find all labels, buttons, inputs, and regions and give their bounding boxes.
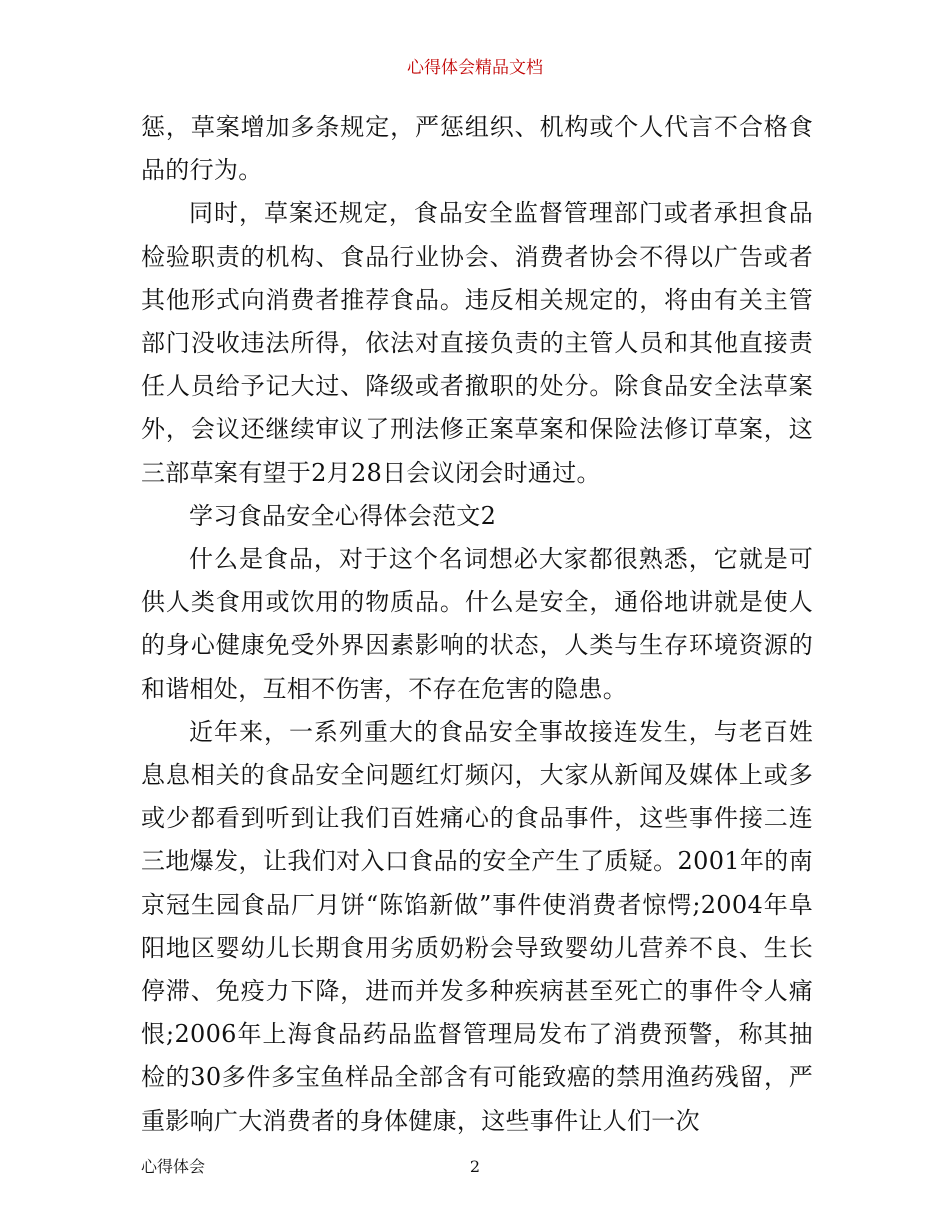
page-number: 2 — [469, 1157, 481, 1176]
paragraph-3: 什么是食品，对于这个名词想必大家都很熟悉，它就是可供人类食用或饮用的物质品。什么是安全，通俗地讲就是使人的身心健康免受外界因素影响的状态，人类与生存环境资源的和谐相处，互相不伤害，不存在危害的隐患。 — [141, 545, 813, 703]
paragraph-2: 同时，草案还规定，食品安全监督管理部门或者承担食品检验职责的机构、食品行业协会、消费者协会不得以广告或者其他形式向消费者推荐食品。违反相关规定的，将由有关主管部门没收违法所得，依法对直接负责的主管人员和其他直接责任人员给予记大过、降级或者撤职的处分。除食品安全法草案外，会议还继续审议了刑法修正案草案和保险法修订草案，这三部草案有望于2月28日会议闭会时通过。 — [141, 199, 813, 487]
paragraph-1: 惩，草案增加多条规定，严惩组织、机构或个人代言不合格食品的行为。 — [141, 113, 813, 185]
page-header-title: 心得体会精品文档 — [407, 58, 543, 78]
section-heading: 学习食品安全心得体会范文2 — [189, 501, 497, 530]
footer-label: 心得体会 — [141, 1157, 206, 1176]
paragraph-4: 近年来，一系列重大的食品安全事故接连发生，与老百姓息息相关的食品安全问题红灯频闪，大家从新闻及媒体上或多或少都看到听到让我们百姓痛心的食品事件，这些事件接二连三地爆发，让我们对入口食品的安全产生了质疑。2001年的南京冠生园食品厂月饼“陈馅新做”事件使消费者惊愕;2004年阜阳地区婴幼儿长期食用劣质奶粉会导致婴幼儿营养不良、生长停滞、免疫力下降，进而并发多种疾病甚至死亡的事件令人痛恨;2006年上海食品药品监督管理局发布了消费预警，称其抽检的30多件多宝鱼样品全部含有可能致癌的禁用渔药残留，严重影响广大消费者的身体健康，这些事件让人们一次 — [141, 717, 813, 1135]
document-body — [141, 106, 813, 1143]
